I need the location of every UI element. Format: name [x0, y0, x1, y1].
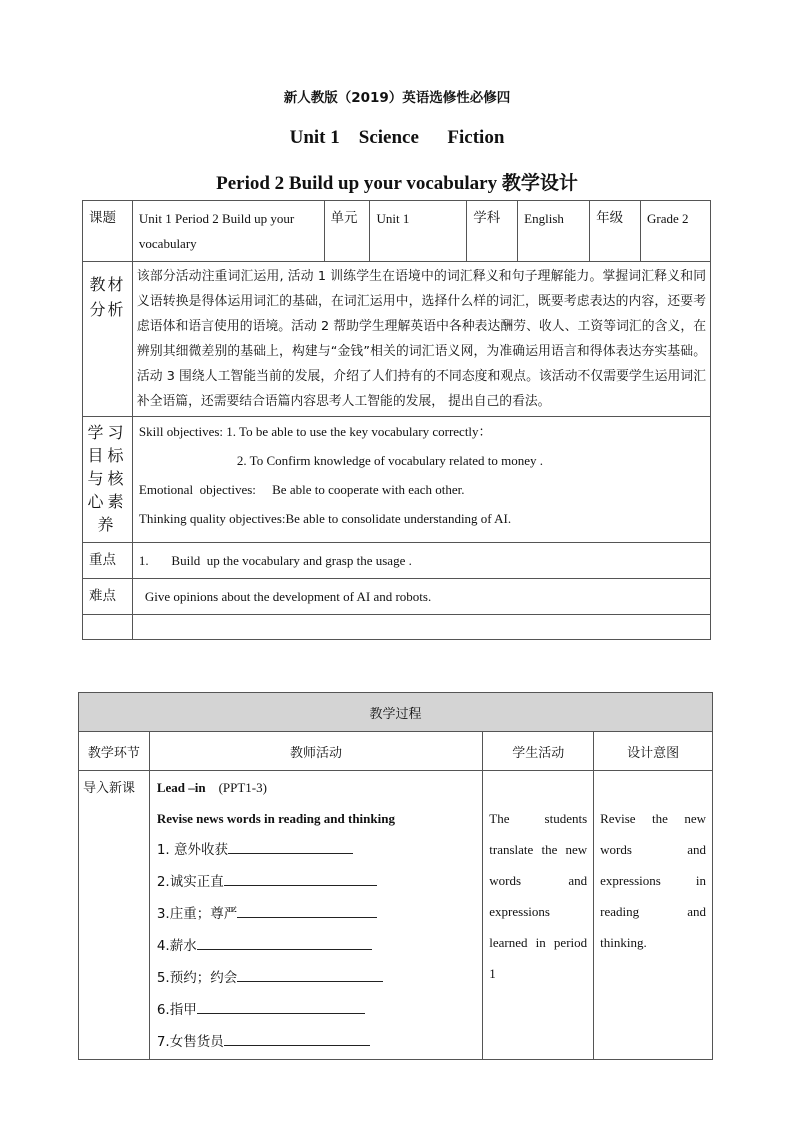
vocab-item: 5.预约；约会 [157, 962, 475, 994]
skill-objective-1: Skill objectives: 1. To be able to use the key vocabulary correctly： [138, 424, 492, 439]
key-label: 重点 [83, 543, 133, 579]
objectives-cell [132, 417, 710, 543]
vocab-item: 3.庄重；尊严 [157, 898, 475, 930]
revise-title: Revise news words in reading and thinking [156, 811, 395, 826]
analysis-label: 教材分析 [83, 262, 133, 417]
teacher-activity [149, 771, 482, 1060]
vocab-item: 7.女售货员 [157, 1026, 475, 1058]
subject-value: English [518, 201, 590, 262]
emotional-objective: Emotional objectives: Be able to cooperate with each other. [138, 482, 465, 497]
analysis-text: 该部分活动注重词汇运用, 活动 1 训练学生在语境中的词汇释义和句子理解能力。掌握词汇释义和同义语转换是得体运用词汇的基础，在词汇运用中，选择什么样的词汇，既要考虑表达的内容，还要考虑语体和语言使用的语境。活动 2 帮助学生理解英语中各种表达酬劳、收人、工资等词汇的含义，在辨别其细微差别的基础上，构建与“金钱”相关的词汇语义网，为准确运用语言和得体表达夯实基础。活动 3 围绕人工智能当前的发展，介绍了人们持有的不同态度和观点。该活动不仅需要学生运用词汇补全语篇，还需要结合语篇内容思考人工智能的发展， 提出自己的看法。 [132, 262, 710, 417]
vocab-item: 4.薪水 [157, 930, 475, 962]
empty-cell [132, 615, 710, 640]
vocab-item: 1. 意外收获 [157, 834, 475, 866]
col-teacher: 教师活动 [149, 732, 482, 771]
col-intent: 设计意图 [594, 732, 713, 771]
document-title: 新人教版（2019）英语选修性必修四 [283, 90, 511, 106]
key-text: 1. Build up the vocabulary and grasp the usage . [132, 543, 710, 579]
objectives-label: 学习目标与核心素养 [83, 417, 133, 543]
unit-title: Unit 1 Science Fiction [289, 127, 505, 148]
topic-label: 课题 [83, 201, 133, 262]
unit-label: 单元 [324, 201, 370, 262]
process-header: 教学过程 [79, 693, 713, 732]
col-stage: 教学环节 [79, 732, 150, 771]
vocab-item: 2.诚实正直 [157, 866, 475, 898]
lead-in-label: Lead –in [156, 780, 206, 795]
student-activity: The students translate the new words and expressions learned in period 1 [483, 771, 594, 1060]
thinking-objective: Thinking quality objectives:Be able to consolidate understanding of AI. [138, 511, 512, 526]
difficulty-label: 难点 [83, 579, 133, 615]
unit-value: Unit 1 [370, 201, 467, 262]
lead-in-ppt: (PPT1-3) [218, 780, 267, 795]
vocab-item: 6.指甲 [157, 994, 475, 1026]
stage-label: 导入新课 [79, 771, 150, 1060]
period-title: Period 2 Build up your vocabulary 教学设计 [216, 173, 578, 194]
info-table [82, 200, 711, 640]
empty-cell [83, 615, 133, 640]
difficulty-text: Give opinions about the development of AI and robots. [132, 579, 710, 615]
grade-value: Grade 2 [641, 201, 711, 262]
process-table [78, 692, 713, 1060]
design-intent: Revise the new words and expressions in reading and thinking. [594, 771, 713, 1060]
topic-value: Unit 1 Period 2 Build up your vocabulary [132, 201, 324, 262]
subject-label: 学科 [467, 201, 518, 262]
lead-in-line [157, 772, 475, 803]
col-student: 学生活动 [483, 732, 594, 771]
skill-objective-2: 2. To Confirm knowledge of vocabulary related to money . [236, 453, 543, 468]
grade-label: 年级 [590, 201, 641, 262]
